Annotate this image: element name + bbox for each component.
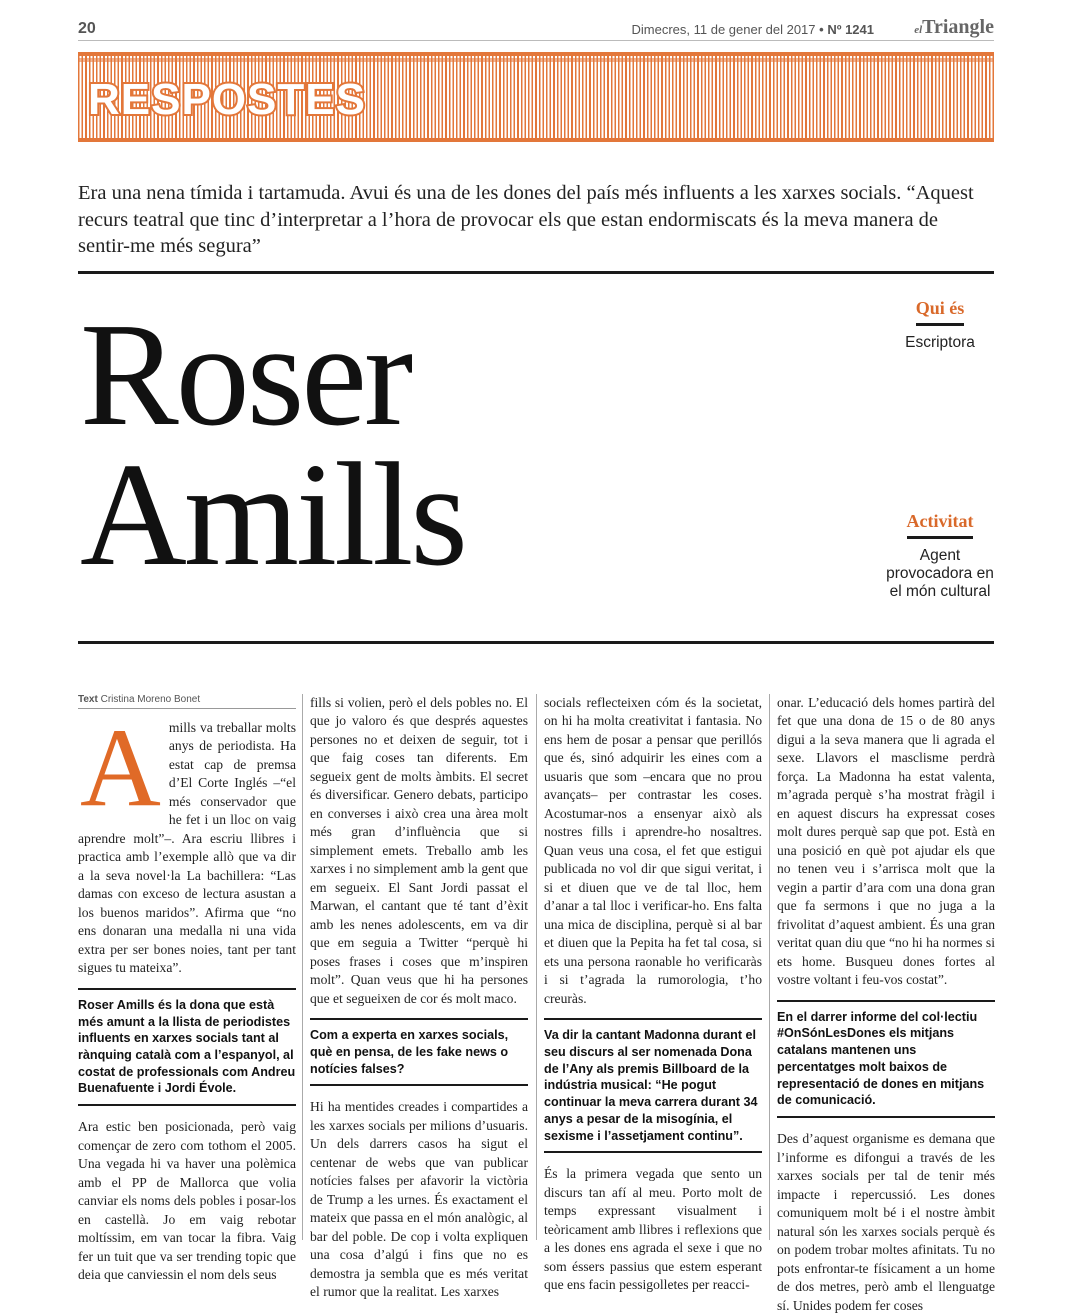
- page-header: [78, 14, 994, 40]
- article-column-3: [544, 694, 762, 1295]
- article-paragraph: Des d’aquest organisme es demana que l’informe es difongui a través de les xarxes socials per tal de tenir més impacte i repercussió. Les dones comuniquem molt bé i el nostre àmbit natural són les xarxes socials perquè és on podem trobar moltes afinitats. Tu no pots enfrontar-te físicament a un home de dos metres, però amb el llenguatge sí. Unides podem fer coses: [777, 1131, 995, 1313]
- article-column-1: [78, 694, 296, 1285]
- newspaper-logo: elTriangle: [914, 16, 994, 38]
- fact-activity: [885, 511, 995, 600]
- article-paragraph: socials reflecteixen cóm és la societat, on hi ha molta creativitat i fantasia. No ens hem de posar a pensar que perillós que és, sinó adquirir les eines com a usuaris que som –encara que no prou avançats– per contrastar les coses. Acostumar-nos a ensenyar això als nostres fills i aprendre-ho nosaltres. Quan veus una cosa, el fet que estigui publicada no vol dir que sigui veritat, i si et diuen que ve de tal lloc, hem d’anar a tal lloc i verificar-ho. Ens falta una mica de disciplina, perquè si al bar et diuen que la Pepita ha fet tal cosa, si ets una persona raonable ho verificaràs i si t’agrada la rumorologia, t’ho creuràs.: [544, 695, 762, 1006]
- fact-who-label: Qui és: [916, 298, 965, 326]
- question: En el darrer informe del col·lectiu #OnSónLesDones els mitjans catalans mantenen uns percentatges molt baixos de representació de dones en mitjans de comunicació.: [777, 1000, 995, 1118]
- article-paragraph: Hi ha mentides creades i compartides a les xarxes socials per milions d’usuaris. Un dels darrers casos ha sigut el centenar de webs que van publicar notícies falses per afavorir la victòria de Trump a les urnes. És exactament el mateix que passa en el món analògic, al bar del poble. De cop i volta expliquen una cosa d’algú i fins que no es demostra ja sembla que es més veritat el rumor que la realitat. Les xarxes: [310, 1099, 528, 1300]
- article-paragraph: Ara estic ben posicionada, però vaig començar de zero com tothom el 2005. Una vegada hi va haver una polèmica amb el PP de Mallorca que volia canviar els noms dels pobles i posar-los en castellà. Jo em vaig rebotar moltíssim, em van tocar la fibra. Vaig fer un tuit que va ser trending topic que deia que canviessin el nom dels seus: [78, 1119, 296, 1283]
- page-number: 20: [78, 20, 96, 37]
- article-paragraph: onar. L’educació dels homes partirà del fet que una dona de 15 o de 80 anys digui a la seva manera que li agrada el sexe. Llavors el masclisme perdrà força. La Madonna ha estat valenta, m’agrada perquè s’ha mostrat fràgil i en aquest discurs ha expressat coses molt dures perquè sap que pot. Està en una posició en què pot ajudar els que no tenen veu i s’arrisca molt que la vegin a partir d’ara com una dona gran que fa sermons i que no juga a la frivolitat d’aquest ambient. És una gran veritat quan diu que “no hi ha normes si ets home. Busqueu dones fortes al vostre voltant i feu-vos costat”.: [777, 695, 995, 988]
- drop-cap: A: [80, 706, 161, 830]
- name-rule: [78, 641, 994, 644]
- author-credit: Text Cristina Moreno Bonet: [78, 694, 296, 709]
- header-divider: [78, 40, 994, 41]
- question: Va dir la cantant Madonna durant el seu discurs al ser nomenada Dona de l’Any als premis Billboard de la indústria musical: “He pogut continuar la meva carrera durant 34 anys a pesar de la misogínia, el sexisme i l’assetjament continu”.: [544, 1018, 762, 1153]
- fact-who-value: Escriptora: [905, 334, 975, 351]
- interviewee-name: [80, 293, 465, 597]
- name-last: Amills: [80, 433, 465, 597]
- question: Roser Amills és la dona que està més amunt a la llista de periodistes influents en xarxes socials tant al rànquing català com a l’espanyol, al costat de professionals com Andreu Buenafuente i Jordi Évole.: [78, 988, 296, 1106]
- issue-date: Dimecres, 11 de gener del 2017 • Nº 1241: [631, 22, 874, 37]
- fact-activity-value: Agent provocadora en el món cultural: [886, 547, 994, 600]
- column-divider: [302, 694, 303, 1240]
- article-paragraph: És la primera vegada que sento un discurs tan afí al meu. Porto molt de temps expressant visualment i teòricament amb llibres i reflexions que a les dones ens agrada el sexe i que no som éssers passius que estem esperant que ens facin pessigolletes per reacci-: [544, 1166, 762, 1293]
- column-divider: [769, 694, 770, 1240]
- article-column-2: [310, 694, 528, 1302]
- name-first: Roser: [80, 293, 411, 457]
- column-divider: [536, 694, 537, 1240]
- article-paragraph: fills si volien, però el dels pobles no. El que jo valoro és que després aquestes persones no et deixen de seguir, tot i que faig coses tan diferents. Em segueix gent de molts àmbits. El secret és diversificar. Genero debats, participo en converses i això crea una àrea molt més gran d’influència que si simplement emets. Treballo amb les xarxes i no simplement amb la gent que em segueix. El Sant Jordi passat el Marwan, el cantant que té tant d’èxit amb les nenes adolescents, em va dir que em seguia a Twitter “perquè hi poses frases i coses que m’inspiren molt”. Quan veus que hi ha persones que et segueixen de cor és molt maco.: [310, 695, 528, 1006]
- question: Com a experta en xarxes socials, què en pensa, de les fake news o notícies falses?: [310, 1018, 528, 1086]
- intro-text: Era una nena tímida i tartamuda. Avui és una de les dones del país més influents a les xarxes socials. “Aquest recurs teatral que tinc d’interpretar a l’hora de provocar els que estan endormiscats és la meva manera de sentir-me més segura”: [78, 182, 974, 258]
- intro-rule: [78, 271, 994, 274]
- article-paragraph: Amills va treballar molts anys de periodista. Ha estat cap de premsa d’El Corte Inglés –“el més conservador que he fet i un lloc on vaig aprendre molt”–. Ara escriu llibres i practica amb l’exemple allò que va dir a la seva novel·la La bachillera: “Las damas con exceso de lectura asustan a los buenos maridos”. Afirma que “no ens donaran una medalla ni una vida extra per ser bones noies, tant per tant sigues tu mateixa”.: [78, 706, 296, 976]
- article-column-4: [777, 694, 995, 1315]
- issue-number: • Nº 1241: [819, 22, 874, 37]
- fact-activity-label: Activitat: [907, 511, 974, 539]
- section-title: RESPOSTES: [88, 75, 366, 124]
- fact-who: [885, 298, 995, 352]
